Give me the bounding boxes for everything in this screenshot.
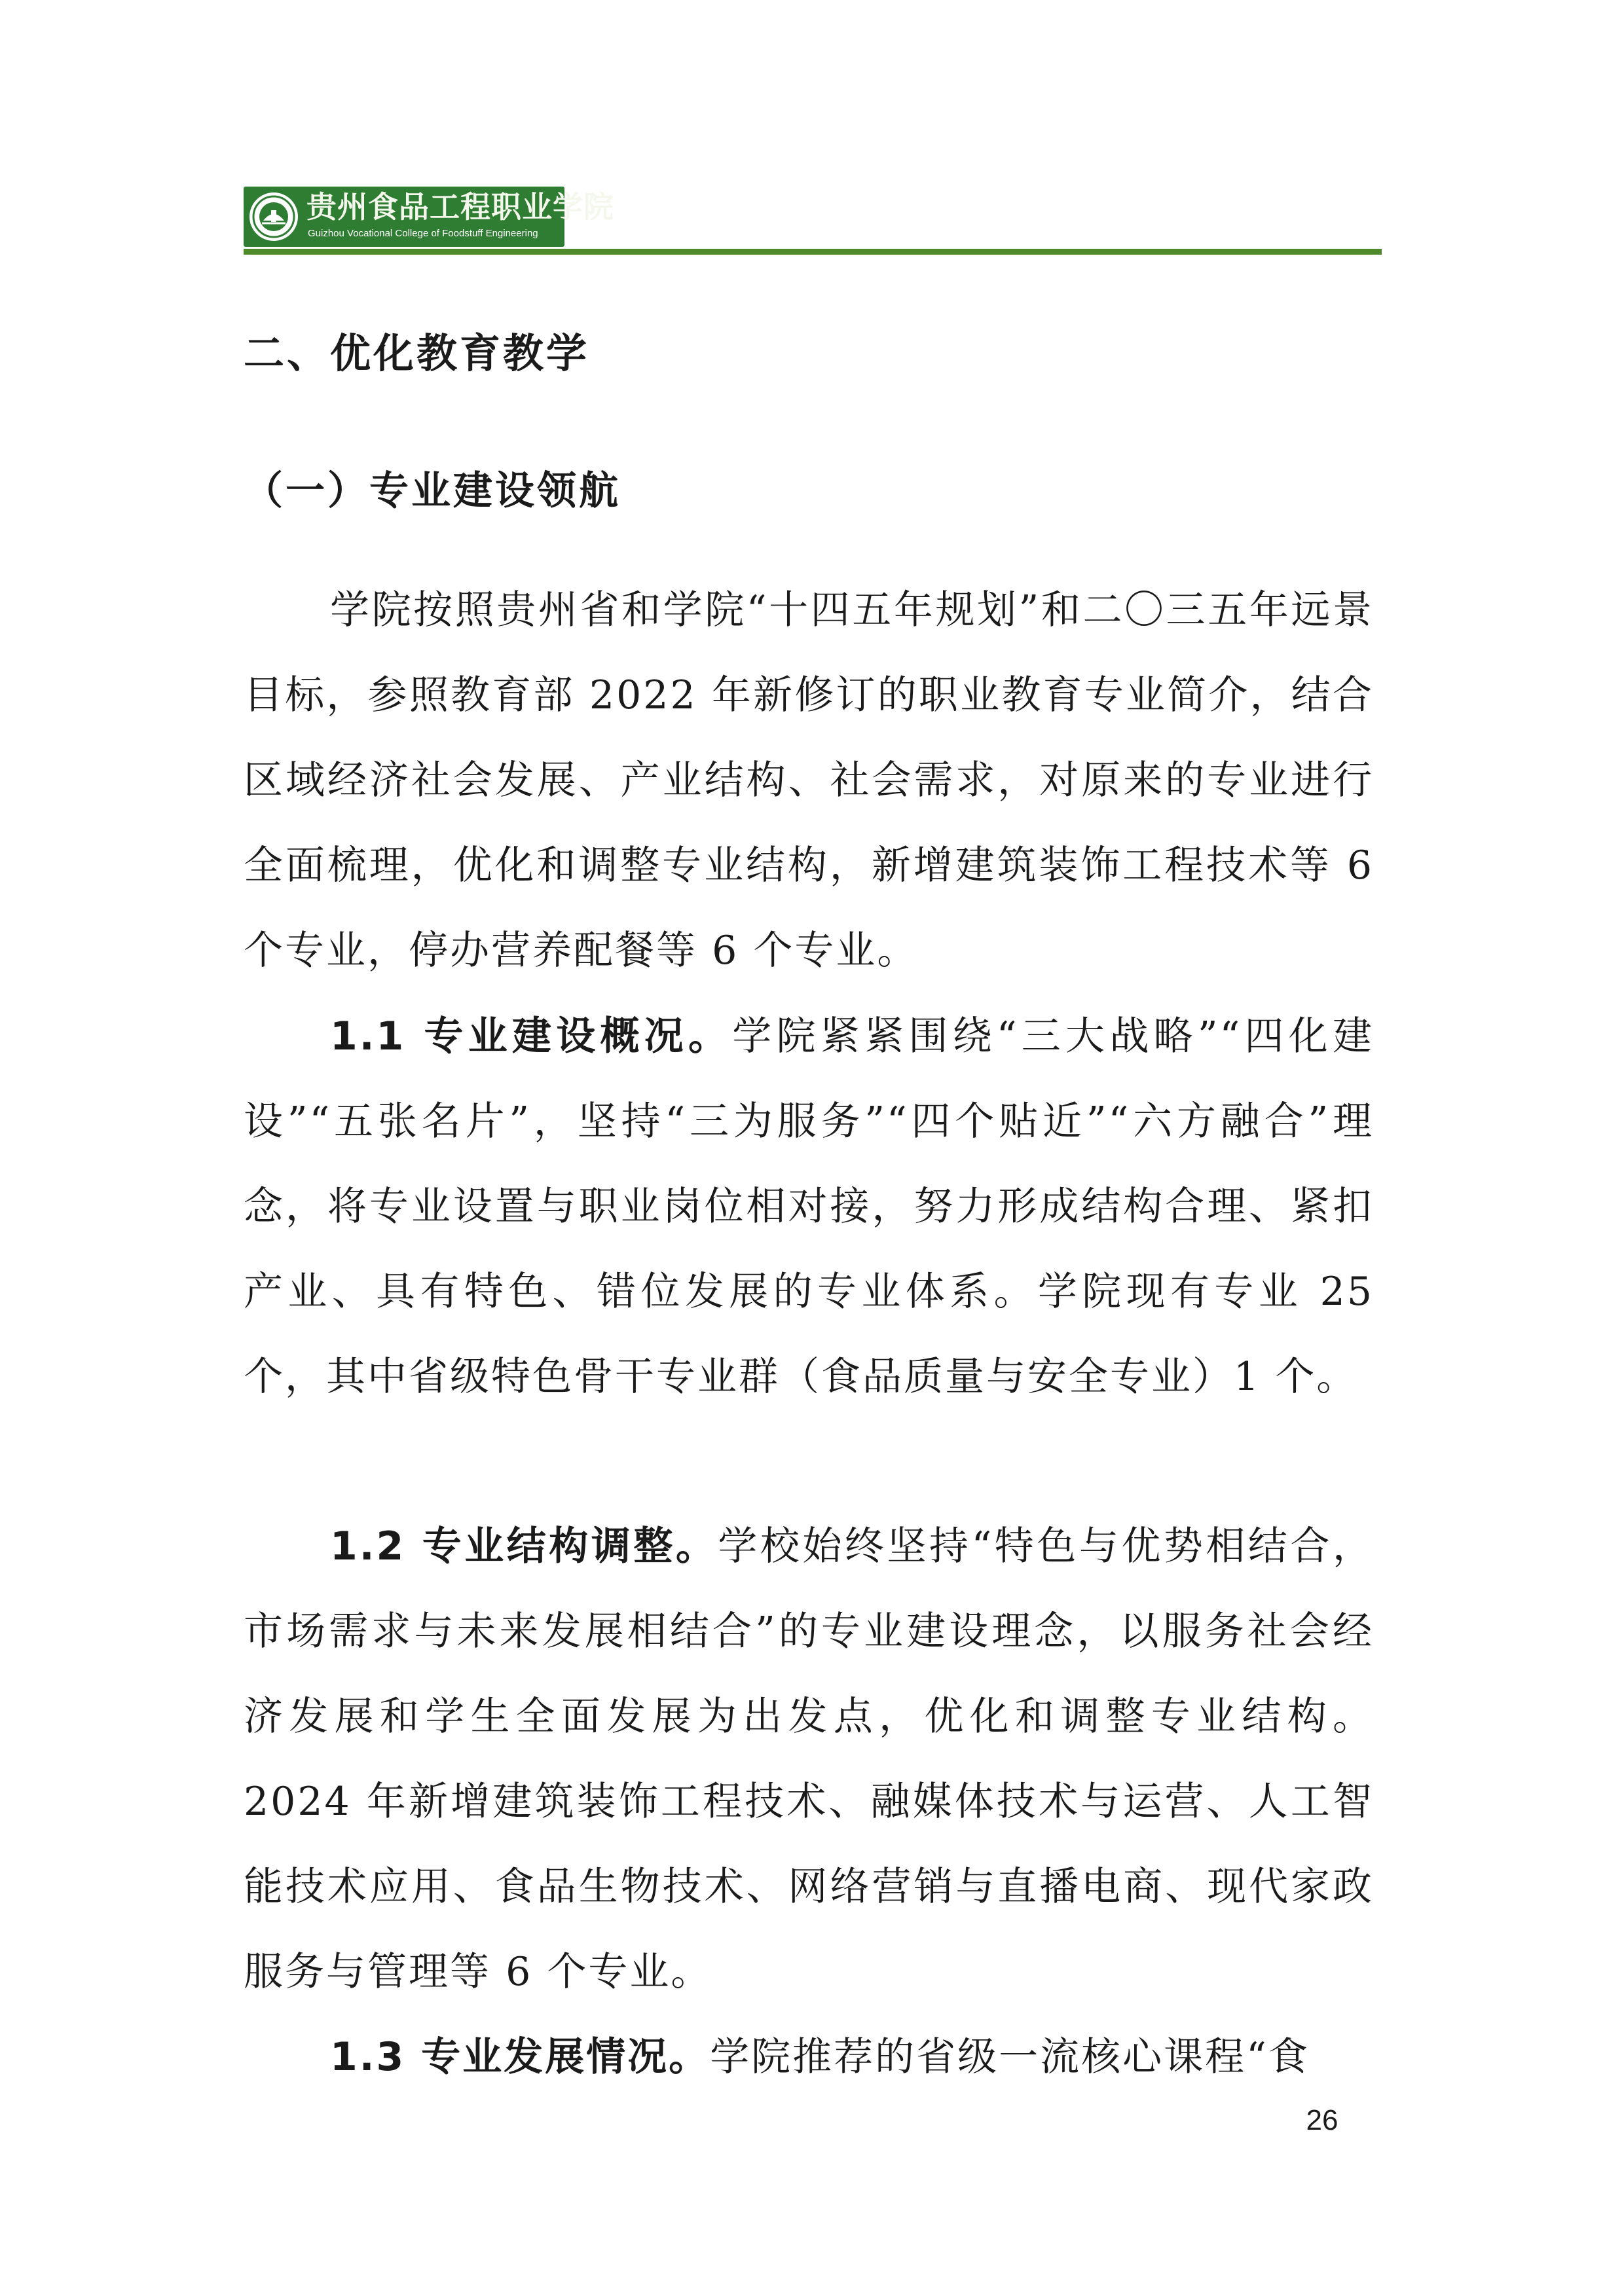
page-number: 26 <box>1306 2104 1338 2136</box>
college-logo <box>244 187 614 247</box>
paragraph-lead: 1.1 专业建设概况。 <box>330 1013 733 1059</box>
paragraph-1-1 <box>244 994 1374 1419</box>
paragraph-text: 学院按照贵州省和学院“十四五年规划”和二〇三五年远景目标，参照教育部 2022 年新修订的职业教育专业简介，结合区域经济社会发展、产业结构、社会需求，对原来的专业进行全面梳理，优化和调整专业结构，新增建筑装饰工程技术等 6 个专业，停办营养配餐等 6 个专业。 <box>244 587 1374 974</box>
paragraph-lead: 1.2 专业结构调整。 <box>330 1523 718 1569</box>
header-divider <box>244 249 1382 255</box>
college-name-cn: 贵州食品工程职业学院 <box>306 189 614 225</box>
college-name-en: Guizhou Vocational College of Foodstuff Engineering <box>308 228 538 239</box>
section-title: 二、优化教育教学 <box>244 329 590 377</box>
page-header <box>244 187 1382 256</box>
paragraph-lead: 1.3 专业发展情况。 <box>330 2034 710 2080</box>
paragraph-1-2 <box>244 1504 1374 2014</box>
paragraph-text: 学校始终坚持“特色与优势相结合，市场需求与未来发展相结合”的专业建设理念，以服务社会经济发展和学生全面发展为出发点，优化和调整专业结构。2024 年新增建筑装饰工程技术、融媒体技术与运营、人工智能技术应用、食品生物技术、网络营销与直播电商、现代家政服务与管理等 6 个专业。 <box>244 1523 1374 1995</box>
paragraph-text: 学院推荐的省级一流核心课程“食 <box>710 2034 1310 2080</box>
paragraph-text: 学院紧紧围绕“三大战略”“四化建设”“五张名片”，坚持“三为服务”“四个贴近”“六方融合”理念，将专业设置与职业岗位相对接，努力形成结构合理、紧扣产业、具有特色、错位发展的专业体系。学院现有专业 25 个，其中省级特色骨干专业群（食品质量与安全专业）1 个。 <box>244 1013 1374 1400</box>
paragraph-intro <box>244 568 1374 993</box>
college-emblem-icon <box>248 191 300 243</box>
paragraph-1-3 <box>244 2014 1374 2100</box>
subsection-title: （一）专业建设领航 <box>244 468 621 514</box>
